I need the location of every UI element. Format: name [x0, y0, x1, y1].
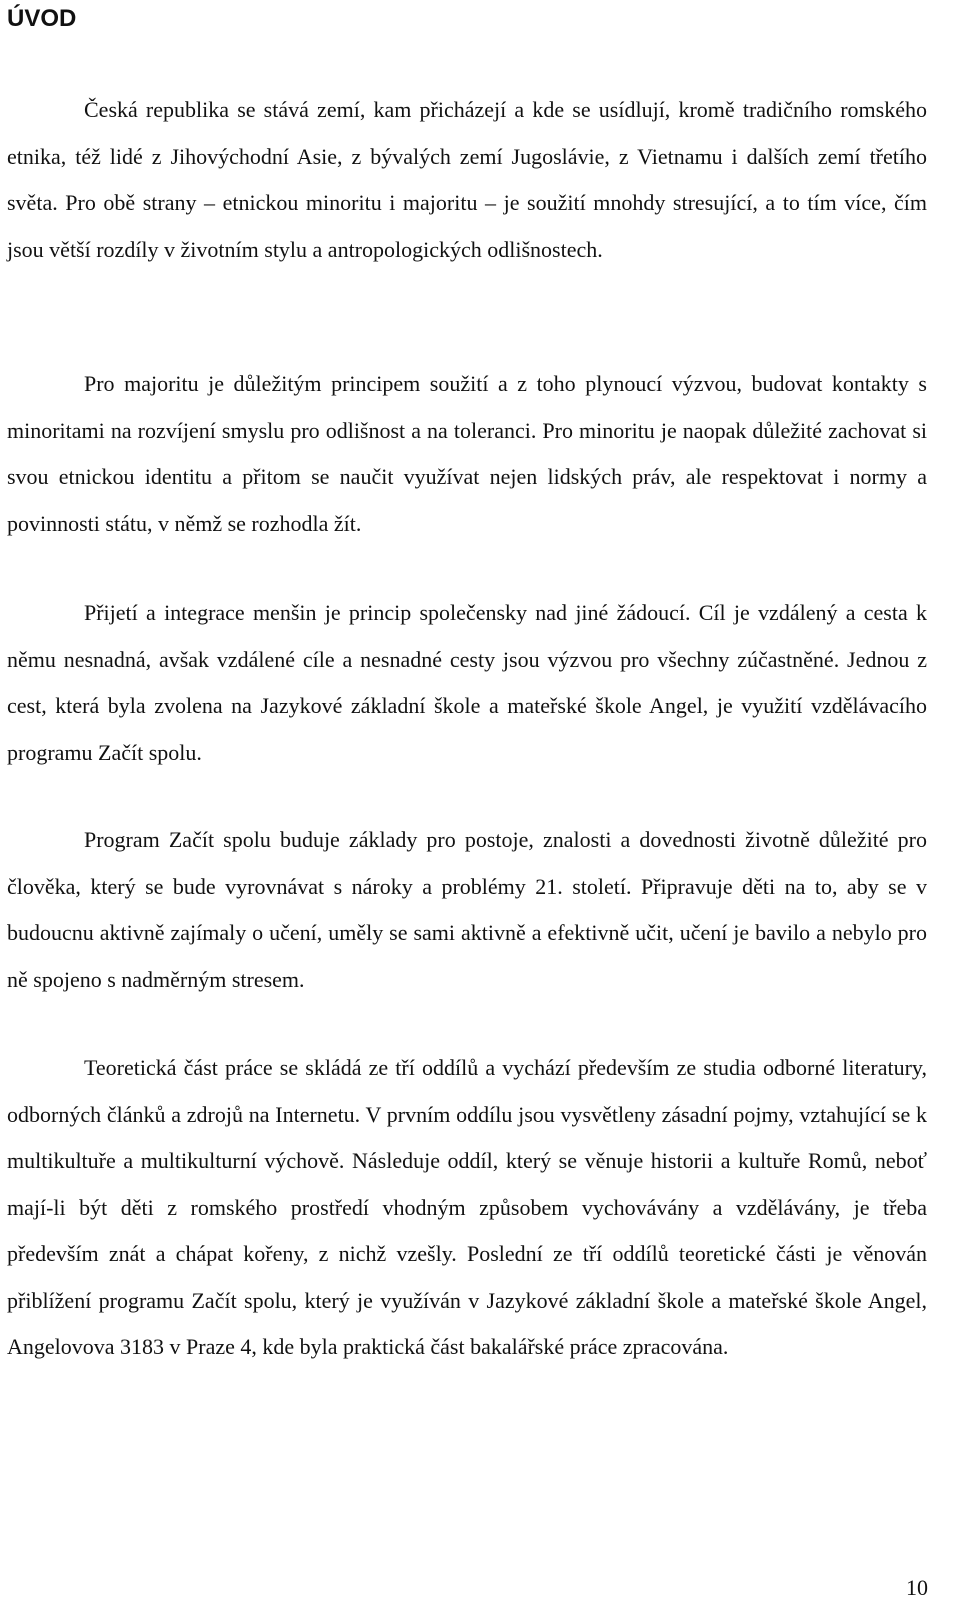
- paragraph-4: Program Začít spolu buduje základy pro postoje, znalosti a dovednosti životně důležité pro člověka, který se bude vyrovnávat s nároky a problémy 21. století. Připravuje děti na to, aby se v budoucnu aktivně zajímaly o učení, uměly se sami aktivně a efektivně učit, učení je bavilo a nebylo pro ně spojeno s nadměrným stresem.: [7, 827, 927, 992]
- paragraph-3: Přijetí a integrace menšin je princip společensky nad jiné žádoucí. Cíl je vzdálený a cesta k němu nesnadná, avšak vzdálené cíle a nesnadné cesty jsou výzvou pro všechny zúčastněné. Jednou z cest, která byla zvolena na Jazykové základní škole a mateřské škole Angel, je využití vzdělávacího programu Začít spolu.: [7, 600, 927, 765]
- paragraph-2: Pro majoritu je důležitým principem soužití a z toho plynoucí výzvou, budovat kontakty s minoritami na rozvíjení smyslu pro odlišnost a na toleranci. Pro minoritu je naopak důležité zachovat si svou etnickou identitu a přitom se naučit využívat nejen lidských práv, ale respektovat i normy a povinnosti státu, v němž se rozhodla žít.: [7, 371, 927, 536]
- paragraph-5: Teoretická část práce se skládá ze tří oddílů a vychází především ze studia odborné literatury, odborných článků a zdrojů na Internetu. V prvním oddílu jsou vysvětleny zásadní pojmy, vztahující se k multikultuře a multikulturní výchově. Následuje oddíl, který se věnuje historii a kultuře Romů, neboť mají-li být děti z romského prostředí vhodným způsobem vychovávány a vzdělávány, je třeba především znát a chápat kořeny, z nichž vzešly. Poslední ze tří oddílů teoretické části je věnován přiblížení programu Začít spolu, který je využíván v Jazykové základní škole a mateřské škole Angel, Angelovova 3183 v Praze 4, kde byla praktická část bakalářské práce zpracována.: [7, 1055, 927, 1359]
- paragraph-1: Česká republika se stává zemí, kam přicházejí a kde se usídlují, kromě tradičního romského etnika, též lidé z Jihovýchodní Asie, z bývalých zemí Jugoslávie, z Vietnamu i dalších zemí třetího světa. Pro obě strany – etnickou minoritu i majoritu – je soužití mnohdy stresující, a to tím více, čím jsou větší rozdíly v životním stylu a antropologických odlišnostech.: [7, 97, 927, 262]
- page-number: 10: [906, 1575, 928, 1600]
- section-heading: ÚVOD: [7, 5, 77, 32]
